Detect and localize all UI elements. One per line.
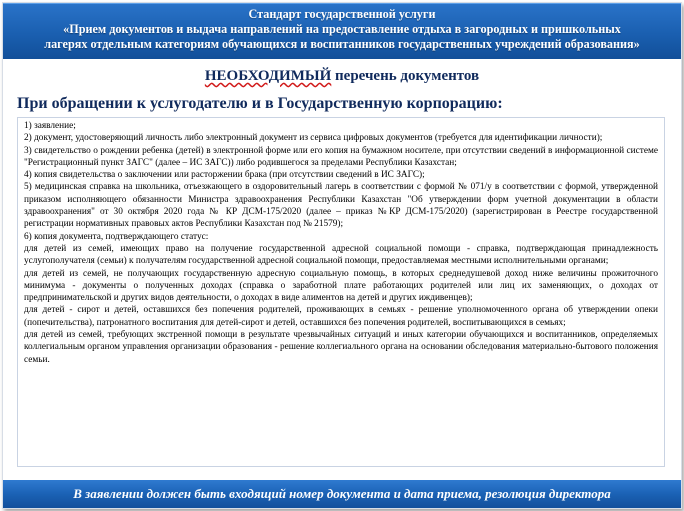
list-item: 2) документ, удостоверяющий личность либо электронный документ из сервиса цифровых документов (требуется для идентификации личности); xyxy=(24,133,603,144)
header-banner xyxy=(3,3,681,59)
heading-emphasis: НЕОБХОДИМЫЙ xyxy=(204,68,332,84)
list-item: для детей - сирот и детей, оставшихся без попечения родителей, проживающих в семьях - решение уполномоченного органа об утверждении опеки (попечительства), патронатного воспитания для детей-сирот и детей, оставшихся без попечения родителей, воспитывающихся в семьях; xyxy=(24,305,658,328)
footer-banner: В заявлении должен быть входящий номер документа и дата приема, резолюция директора xyxy=(3,480,681,508)
slide xyxy=(2,2,682,509)
section-heading xyxy=(3,67,681,85)
list-item: 3) свидетельство о рождении ребенка (детей) в электронной форме или его копия на бумажном носителе, при отсутствии сведений в информационной системе "Регистрационный пункт ЗАГС" (далее – ИС ЗАГС)) либо родившегося за пределами Республики Казахстан; xyxy=(24,145,658,168)
header-title: Стандарт государственной услуги xyxy=(248,7,436,21)
heading-rest: перечень документов xyxy=(331,68,480,84)
list-item: 6) копия документа, подтверждающего статус: xyxy=(24,231,209,242)
header-service-name-line1: «Прием документов и выдача направлений на предоставление отдыха в загородных и пришкольных xyxy=(63,22,621,36)
list-item: для детей из семей, не получающих государственную адресную социальную помощь, в которых среднедушевой доход ниже величины прожиточного минимума - документы о полученных доходах (справка о заработной плате работающих родителей или лиц их заменяющих, о доходах от предпринимательской и других видов деятельности, о доходах в виде алиментов на детей и других иждивенцев); xyxy=(24,268,658,304)
header-service-name-line2: лагерях отдельным категориям обучающихся и воспитанников государственных учреждений образования» xyxy=(44,37,640,51)
list-item: 5) медицинская справка на школьника, отъезжающего в оздоровительный лагерь в соответствии с формой № 071/у в соответствии с формой, утвержденной приказом исполняющего обязанности Министра здравоохранения Республики Казахстан "Об утверждении форм учетной документации в области здравоохранения" от 30 октября 2020 года № КР ДСМ-175/2020 (далее – приказ №КР ДСМ-175/2020) (зарегистрирован в Реестре государственной регистрации нормативных правовых актов Республики Казахстан под № 21579); xyxy=(24,182,658,230)
documents-list xyxy=(17,117,665,467)
list-item: 1) заявление; xyxy=(24,121,76,131)
list-item: для детей из семей, имеющих право на получение государственной адресной социальной помощи - справка, подтверждающая принадлежность услугополучателя (семьи) к получателям государственной адресной социальной помощи, предоставляемая местными исполнительными органами; xyxy=(24,243,658,267)
subheading: При обращении к услугодателю и в Государственную корпорацию: xyxy=(17,95,503,112)
list-item: для детей из семей, требующих экстренной помощи в результате чрезвычайных ситуаций и иных категории обучающихся и воспитанников, определяемых коллегиальным органом управления организации образования - решение коллегиального органа на основании обследования материально-бытового положения семьи. xyxy=(24,330,658,365)
list-item: 4) копия свидетельства о заключении или расторжении брака (при отсутствии сведений в ИС ЗАГС); xyxy=(24,170,425,181)
